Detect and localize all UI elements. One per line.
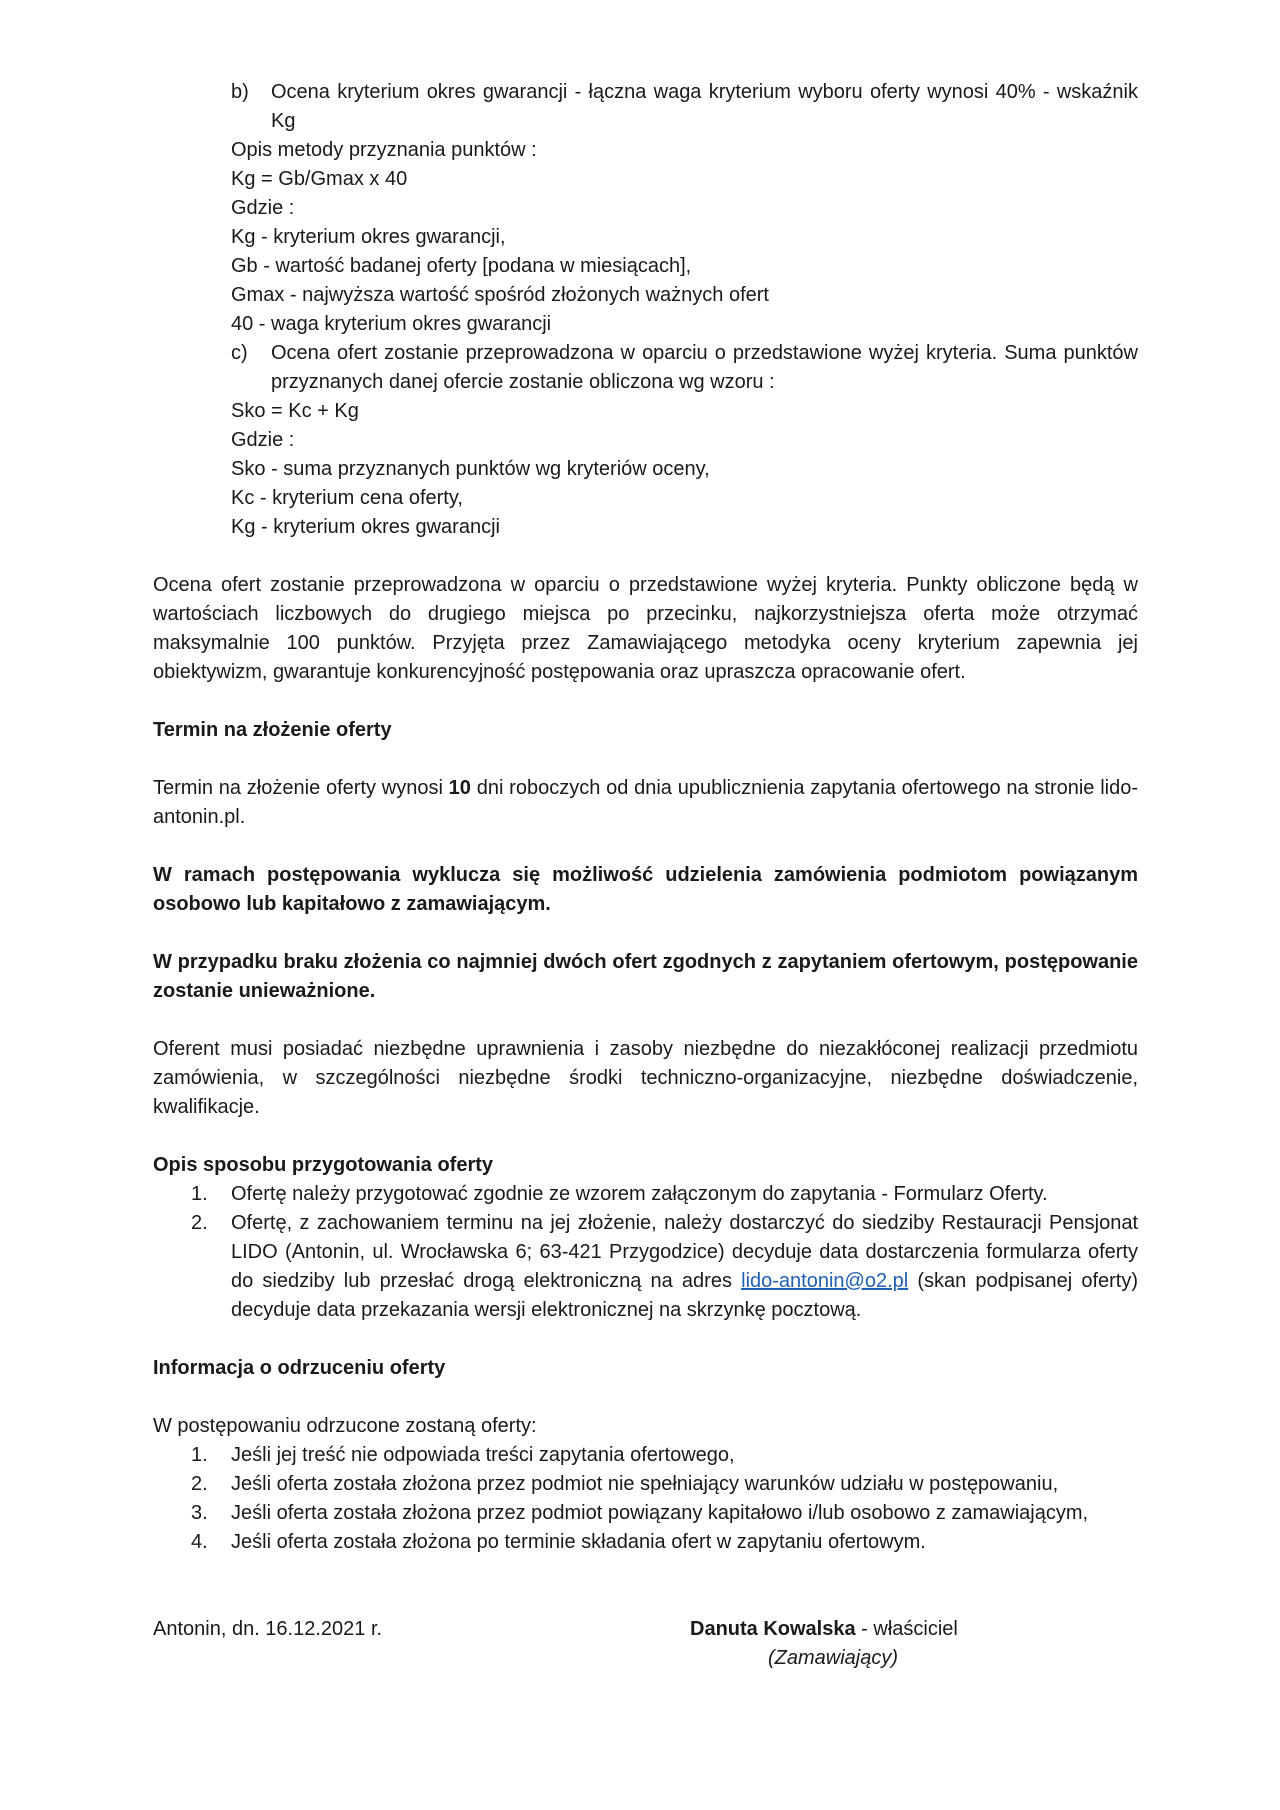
list-item-text: Jeśli oferta została złożona przez podmiot nie spełniający warunków udziału w postępowaniu, — [231, 1473, 1059, 1495]
rejection-list — [153, 1441, 1138, 1557]
criterion-b — [153, 78, 1138, 136]
signer-title: - właściciel — [855, 1618, 958, 1640]
list-item-number: 2. — [191, 1473, 208, 1495]
evaluation-paragraph: Ocena ofert zostanie przeprowadzona w oparciu o przedstawione wyżej kryteria. Punkty obliczone będą w wartościach liczbowych do drugiego miejsca po przecinku, najkorzystniejsza oferta może otrzymać maksymalnie 100 punktów. Przyjęta przez Zamawiającego metodyka oceny kryterium zapewnia jej obiektywizm, gwarantuje konkurencyjność postępowania oraz upraszcza opracowanie ofert. — [153, 574, 1138, 683]
criterion-b-line: Kg = Gb/Gmax x 40 — [231, 168, 408, 190]
list-item — [153, 1528, 1138, 1557]
list-item-text: (skan podpisanej oferty) decyduje data przekazania wersji elektronicznej na skrzynkę pocztową. — [231, 1270, 1138, 1321]
preparation-heading: Opis sposobu przygotowania oferty — [153, 1154, 494, 1176]
signer-name: Danuta Kowalska — [690, 1618, 856, 1640]
criterion-c-line: Gdzie : — [231, 429, 295, 451]
list-item-number: 2. — [191, 1212, 208, 1234]
list-item-text: Ofertę, z zachowaniem terminu na jej złożenie, należy dostarczyć do siedziby Restauracji Pensjonat LIDO (Antonin, ul. Wrocławska 6; 63-421 Przygodzice) decyduje data dostarczenia formularza oferty do siedziby lub przesłać drogą elektroniczną na adres — [231, 1212, 1138, 1292]
exclusion-notice: W ramach postępowania wyklucza się możliwość udzielenia zamówienia podmiotom powiązanym osobowo lub kapitałowo z zamawiającym. — [153, 864, 1138, 915]
list-item-number: 1. — [191, 1444, 208, 1466]
criterion-b-text: Ocena kryterium okres gwarancji - łączna waga kryterium wyboru oferty wynosi 40% - wskaźnik Kg — [271, 81, 1138, 132]
rejection-heading: Informacja o odrzuceniu oferty — [153, 1357, 446, 1379]
list-item-number: 1. — [191, 1183, 208, 1205]
preparation-list — [153, 1180, 1138, 1325]
place-date: Antonin, dn. 16.12.2021 r. — [153, 1618, 383, 1640]
list-item — [153, 1441, 1138, 1470]
criterion-c-line: Sko - suma przyznanych punktów wg kryteriów oceny, — [231, 458, 710, 480]
criterion-b-line: Gmax - najwyższa wartość spośród złożonych ważnych ofert — [231, 284, 769, 306]
list-item-text: Jeśli jej treść nie odpowiada treści zapytania ofertowego, — [231, 1444, 735, 1466]
requirements-paragraph: Oferent musi posiadać niezbędne uprawnienia i zasoby niezbędne do niezakłóconej realizacji przedmiotu zamówienia, w szczególności niezbędne środki techniczno-organizacyjne, niezbędne doświadczenie, kwalifikacje. — [153, 1038, 1138, 1118]
list-item-text: Jeśli oferta została złożona przez podmiot powiązany kapitałowo i/lub osobowo z zamawiającym, — [231, 1502, 1089, 1524]
list-item-number: 4. — [191, 1531, 208, 1553]
cancellation-notice: W przypadku braku złożenia co najmniej dwóch ofert zgodnych z zapytaniem ofertowym, postępowanie zostanie unieważnione. — [153, 951, 1138, 1002]
list-item — [153, 1470, 1138, 1499]
criterion-b-line: Gdzie : — [231, 197, 295, 219]
criterion-b-marker: b) — [231, 81, 249, 103]
deadline-paragraph — [153, 774, 1138, 832]
criterion-c-text: Ocena ofert zostanie przeprowadzona w oparciu o przedstawione wyżej kryteria. Suma punktów przyznanych danej ofercie zostanie obliczona wg wzoru : — [271, 342, 1138, 393]
criterion-c-details — [153, 397, 1138, 542]
criterion-b-line: 40 - waga kryterium okres gwarancji — [231, 313, 552, 335]
criterion-c-line: Kg - kryterium okres gwarancji — [231, 516, 500, 538]
criterion-b-line: Gb - wartość badanej oferty [podana w miesiącach], — [231, 255, 692, 277]
list-item-text: Ofertę należy przygotować zgodnie ze wzorem załączonym do zapytania - Formularz Oferty. — [231, 1183, 1048, 1205]
document-page — [153, 78, 1138, 1673]
criterion-b-details — [153, 136, 1138, 339]
email-link[interactable]: lido-antonin@o2.pl — [741, 1270, 909, 1292]
list-item — [153, 1209, 1138, 1325]
rejection-intro: W postępowaniu odrzucone zostaną oferty: — [153, 1415, 537, 1437]
signer — [690, 1615, 958, 1644]
signer-role: (Zamawiający) — [768, 1647, 899, 1669]
criterion-c-marker: c) — [231, 342, 248, 364]
list-item-text: Jeśli oferta została złożona po terminie składania ofert w zapytaniu ofertowym. — [231, 1531, 926, 1553]
deadline-heading: Termin na złożenie oferty — [153, 719, 392, 741]
deadline-text-after: dni roboczych od dnia upublicznienia zapytania ofertowego na stronie lido-antonin.pl. — [153, 777, 1138, 828]
deadline-text-before: Termin na złożenie oferty wynosi — [153, 777, 449, 799]
list-item — [153, 1499, 1138, 1528]
deadline-days: 10 — [448, 777, 471, 799]
criterion-c-line: Sko = Kc + Kg — [231, 400, 359, 422]
list-item — [153, 1180, 1138, 1209]
criterion-b-line: Opis metody przyznania punktów : — [231, 139, 537, 161]
criterion-c — [153, 339, 1138, 397]
criterion-b-line: Kg - kryterium okres gwarancji, — [231, 226, 506, 248]
signature-block — [153, 1615, 1138, 1673]
criterion-c-line: Kc - kryterium cena oferty, — [231, 487, 463, 509]
list-item-number: 3. — [191, 1502, 208, 1524]
